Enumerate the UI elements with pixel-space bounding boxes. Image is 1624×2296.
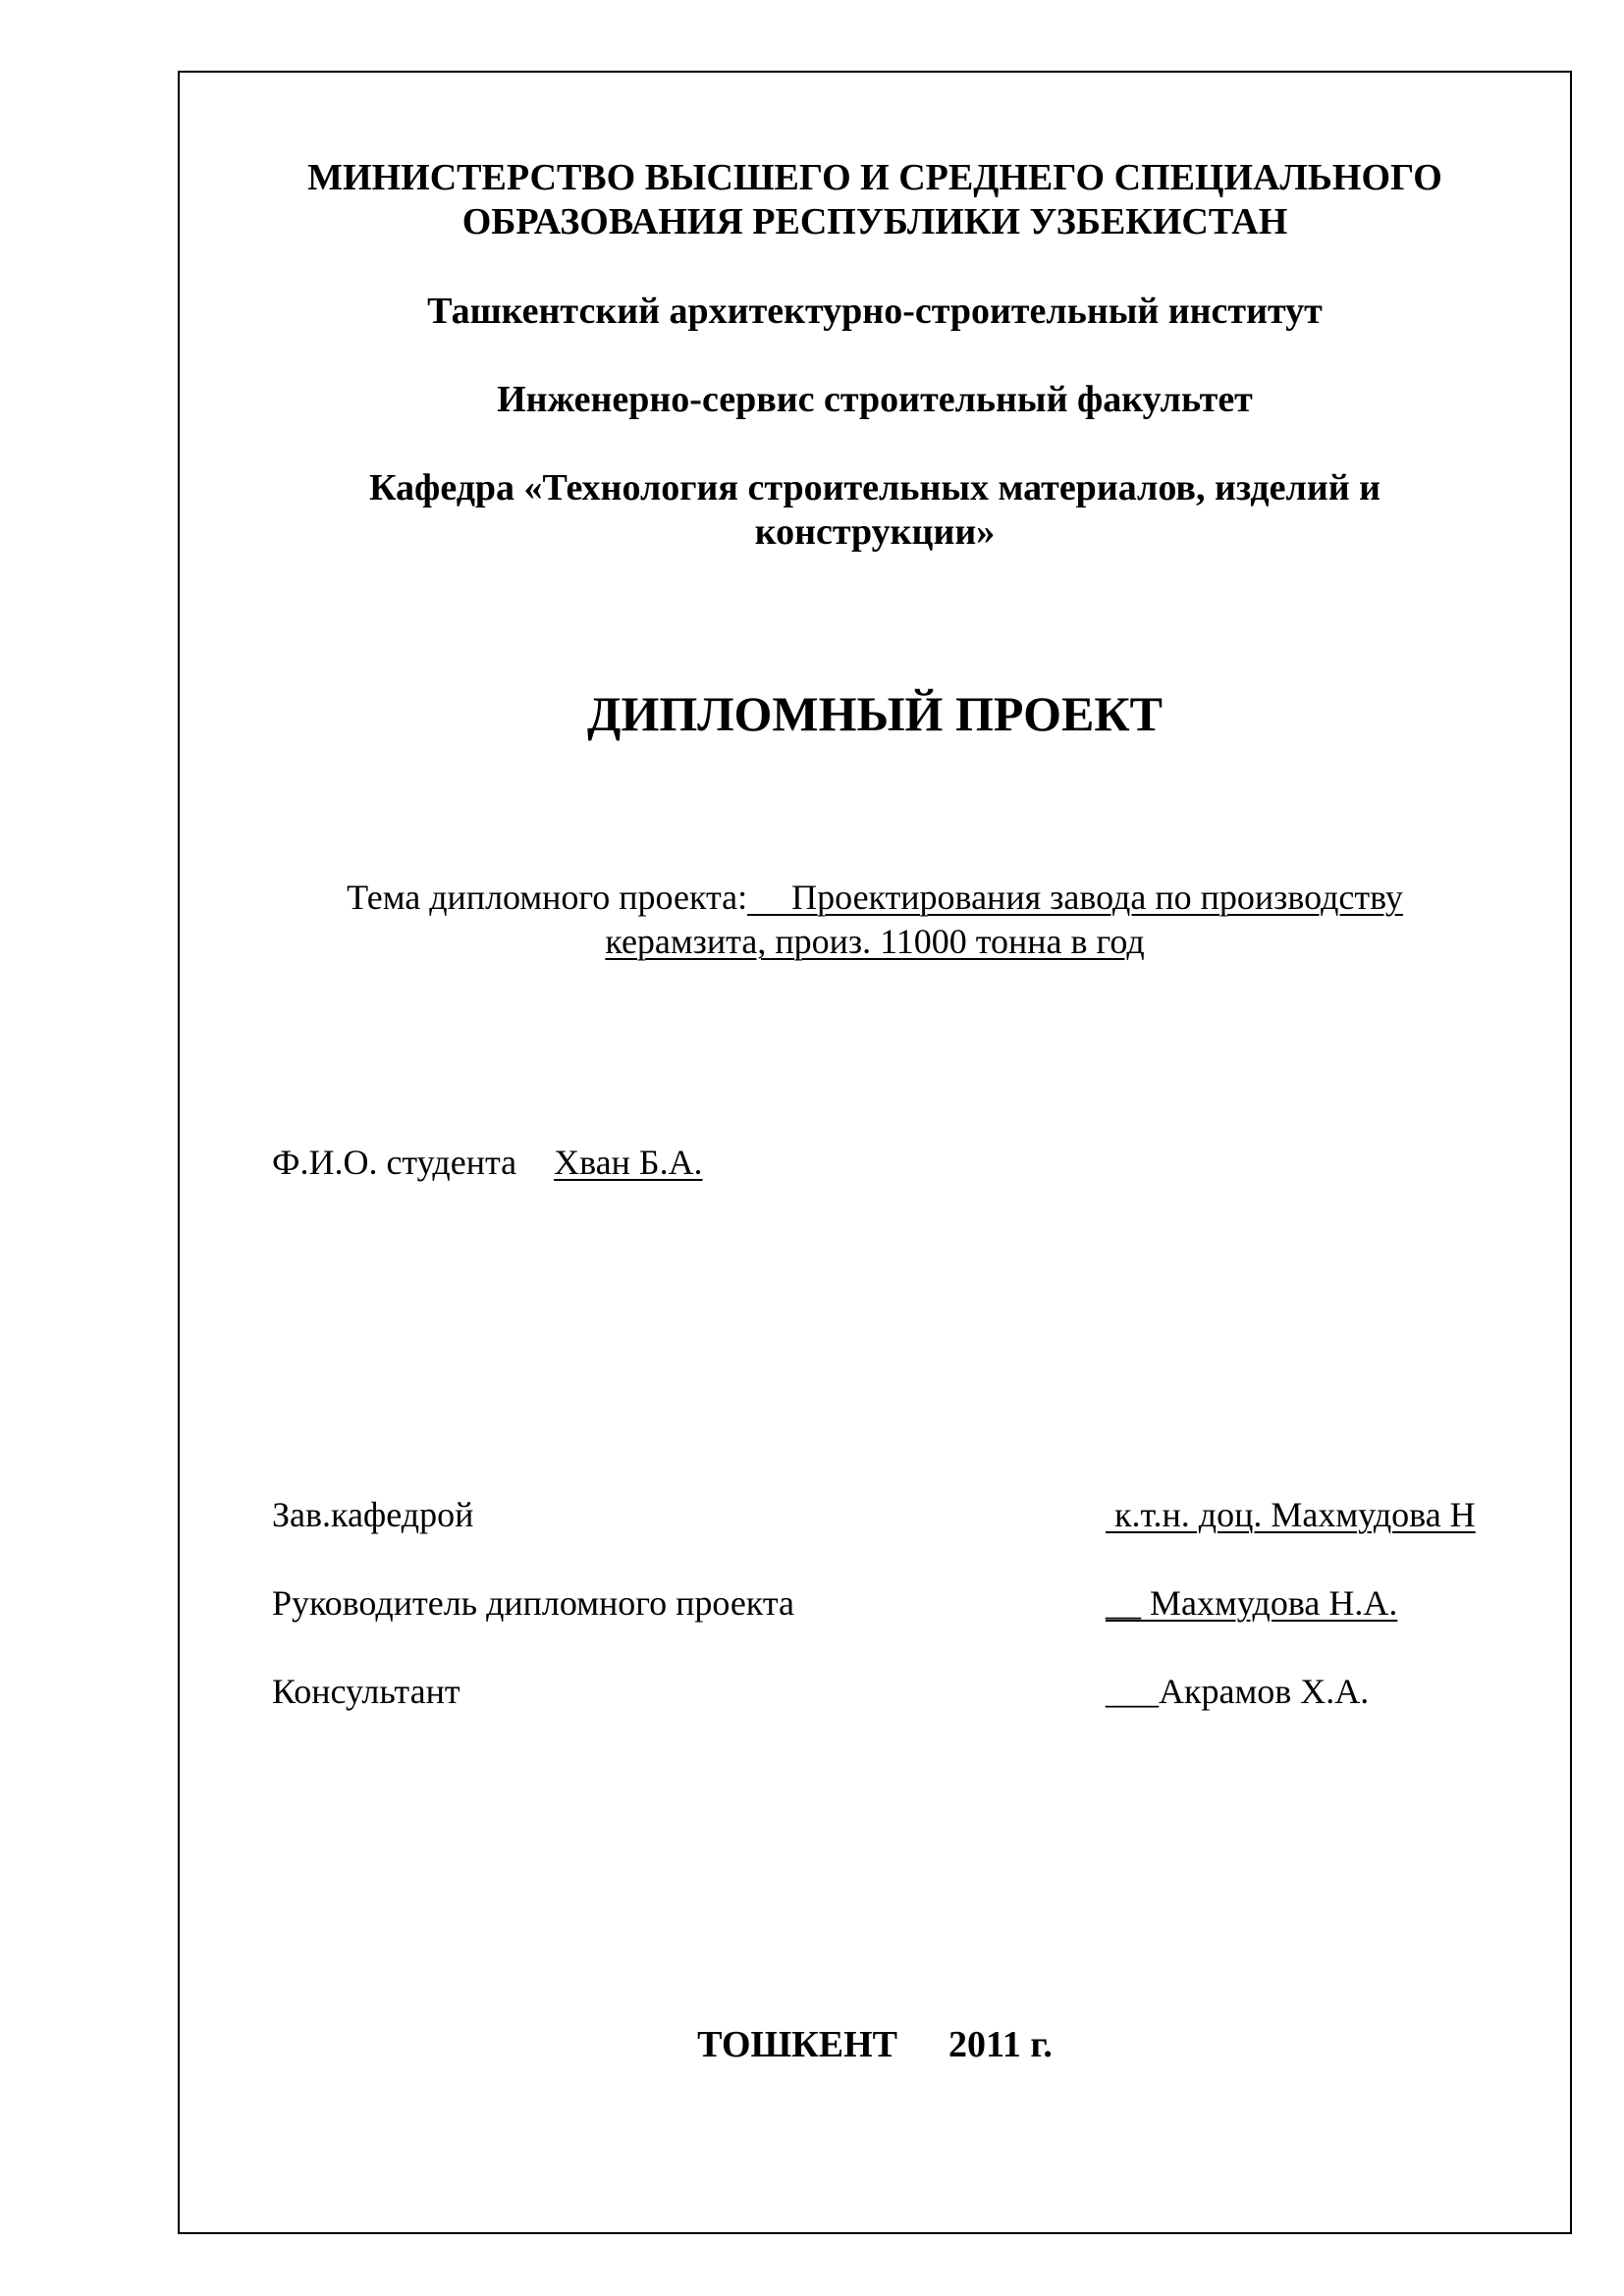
faculty-name: Инженерно-сервис строительный факультет: [497, 379, 1253, 420]
topic-blank: [747, 878, 791, 917]
ministry-line-1: МИНИСТЕРСТВО ВЫСШЕГО И СРЕДНЕГО СПЕЦИАЛЬНОГО: [307, 157, 1442, 198]
staff-role-consultant: Консультант: [272, 1672, 460, 1711]
ministry-line-2: ОБРАЗОВАНИЯ РЕСПУБЛИКИ УЗБЕКИСТАН: [461, 201, 1288, 242]
staff-role-supervisor: Руководитель дипломного проекта: [272, 1583, 794, 1623]
staff-role-head: Зав.кафедрой: [272, 1495, 474, 1534]
student-row: [272, 1145, 703, 1180]
topic-text-2: керамзита, произ. 11000 тонна в год: [605, 922, 1145, 961]
document-title: ДИПЛОМНЫЙ ПРОЕКТ: [587, 686, 1163, 741]
topic-line-1: [178, 880, 1572, 915]
student-label: Ф.И.О. студента: [272, 1143, 517, 1182]
footer-year: 2011 г.: [948, 2024, 1053, 2065]
staff-name-head: к.т.н. доц. Махмудова Н: [1106, 1495, 1476, 1534]
staff-name-supervisor: __ Махмудова Н.А.: [1106, 1583, 1398, 1623]
footer-city: ТОШКЕНТ: [697, 2024, 898, 2065]
footer-city-year: [178, 2026, 1572, 2063]
topic-line-2: [178, 924, 1572, 959]
institute-name: Ташкентский архитектурно-строительный институт: [427, 291, 1323, 332]
department-line-1: Кафедра «Технология строительных материалов, изделий и: [368, 467, 1381, 508]
student-name: Хван Б.А.: [554, 1143, 703, 1182]
topic-label: Тема дипломного проекта:: [347, 878, 748, 917]
department-line-2: конструкции»: [754, 511, 996, 553]
topic-text-1: Проектирования завода по производству: [791, 878, 1403, 917]
staff-name-consultant: ___Акрамов Х.А.: [1106, 1672, 1370, 1711]
